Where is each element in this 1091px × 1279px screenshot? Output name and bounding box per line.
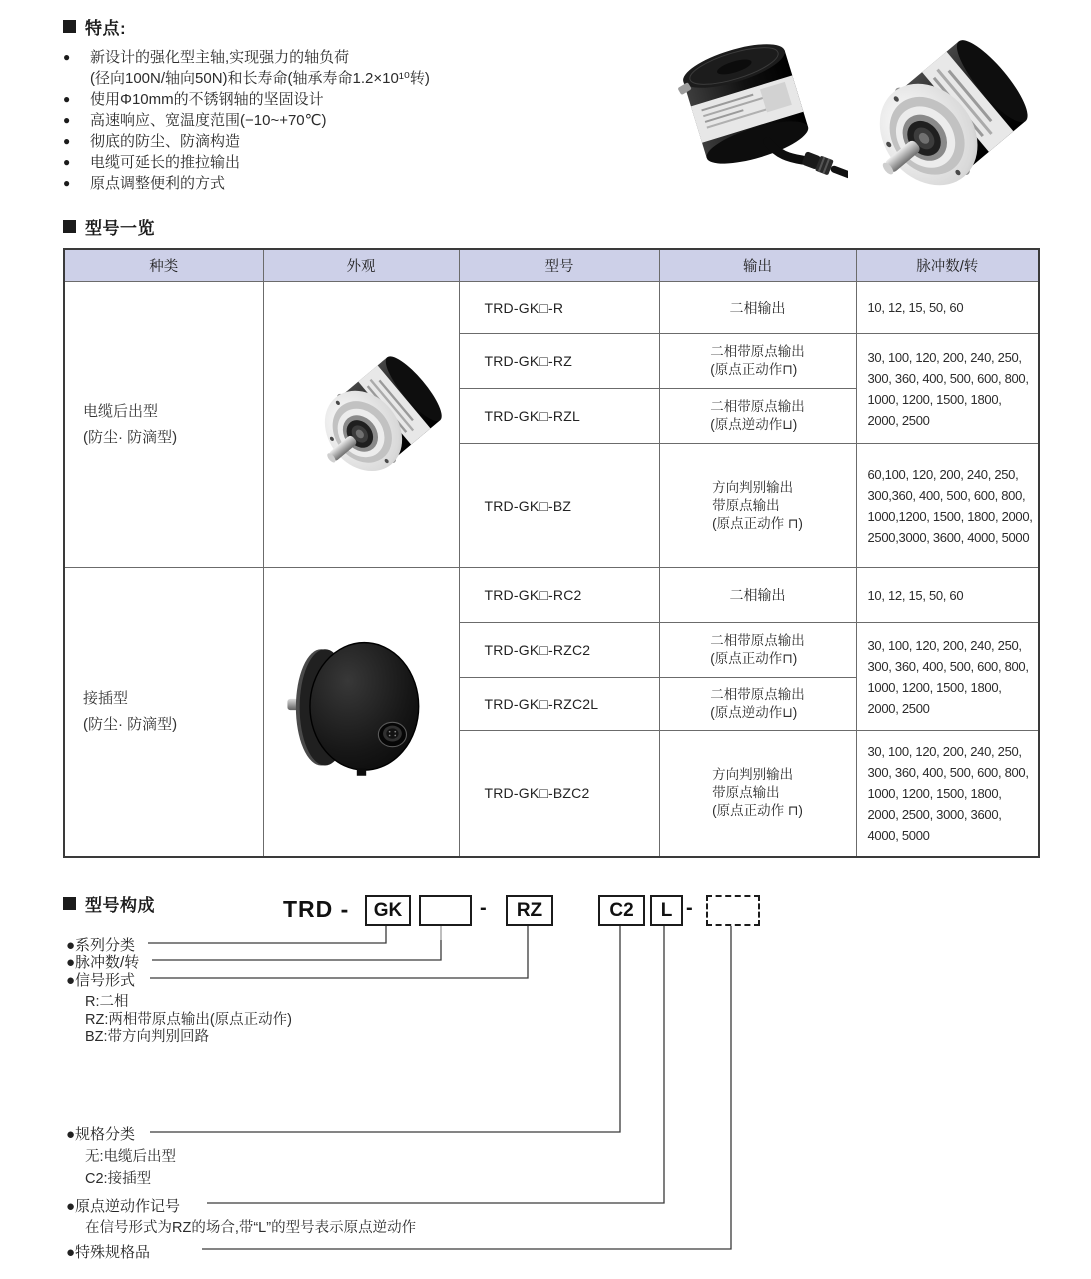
- model-code-box-pulses: [419, 895, 472, 926]
- feature-text: (径向100N/轴向50N)和长寿命(轴承寿命1.2×10¹⁰转): [90, 70, 430, 87]
- legend-spec-sub: 无:电缆后出型: [85, 1149, 177, 1165]
- model-code-box-reverse: L: [650, 895, 683, 926]
- features-title: 特点:: [85, 19, 127, 38]
- model-code-box-spec: C2: [598, 895, 645, 926]
- output-line: (原点逆动作⊔): [710, 705, 798, 720]
- legend-reverse: ●原点逆动作记号: [66, 1198, 181, 1215]
- col-header-model: 型号: [459, 249, 659, 282]
- model-list-title: 型号一览: [85, 219, 155, 238]
- legend-special: ●特殊规格品: [66, 1244, 151, 1261]
- model-code-box-series: GK: [365, 895, 411, 926]
- model-code-prefix: TRD -: [283, 896, 350, 922]
- model-cell: TRD-GK□-RZC2L: [459, 678, 659, 731]
- model-code-dash: -: [686, 897, 693, 919]
- feature-text: 原点调整便利的方式: [90, 175, 226, 192]
- kind-line: 接插型: [83, 689, 129, 707]
- model-code-box-special: [706, 895, 760, 926]
- col-header-kind: 种类: [64, 249, 263, 282]
- output-line: 方向判别输出: [712, 767, 794, 783]
- legend-series: ●系列分类: [66, 937, 136, 954]
- pulse-cell: 10, 12, 15, 50, 60: [856, 568, 1039, 623]
- legend-reverse-sub: 在信号形式为RZ的场合,带“L”的型号表示原点逆动作: [85, 1220, 417, 1236]
- output-line: 方向判别输出: [712, 479, 794, 495]
- feature-text: 新设计的强化型主轴,实现强力的轴负荷: [90, 49, 350, 66]
- feature-text: 彻底的防尘、防滴构造: [90, 133, 241, 150]
- model-code-box-signal: RZ: [506, 895, 553, 926]
- feature-text: 使用Φ10mm的不锈钢轴的坚固设计: [90, 91, 324, 108]
- model-cell: TRD-GK□-RZL: [459, 389, 659, 444]
- pulse-cell: 30, 100, 120, 200, 240, 250, 300, 360, 400, 500, 600, 800, 1000, 1200, 1500, 1800, 2000, 2500: [856, 623, 1039, 731]
- legend-spec: ●规格分类: [66, 1126, 136, 1143]
- col-header-pulses: 脉冲数/转: [856, 249, 1039, 282]
- output-line: 带原点输出: [712, 785, 780, 801]
- legend-pulses: ●脉冲数/转: [66, 954, 140, 971]
- model-cell: TRD-GK□-BZC2: [459, 731, 659, 857]
- output-line: (原点逆动作⊔): [710, 417, 798, 432]
- model-cell: TRD-GK□-R: [459, 282, 659, 334]
- output-line: 二相带原点输出: [710, 633, 805, 648]
- model-cell: TRD-GK□-RC2: [459, 568, 659, 623]
- output-line: (原点正动作⊓): [710, 362, 798, 377]
- model-code-title: 型号构成: [85, 896, 155, 915]
- output-line: (原点正动作⊓): [710, 651, 798, 666]
- model-code-dash: -: [480, 897, 487, 919]
- kind-line: (防尘· 防滴型): [83, 715, 178, 733]
- feature-text: 高速响应、宽温度范围(−10~+70℃): [90, 112, 327, 129]
- legend-signal-sub: R:二相: [85, 994, 129, 1010]
- kind-line: (防尘· 防滴型): [83, 428, 178, 446]
- model-cell: TRD-GK□-RZC2: [459, 623, 659, 678]
- pulse-cell: 10, 12, 15, 50, 60: [856, 282, 1039, 334]
- col-header-look: 外观: [263, 249, 459, 282]
- legend-signal: ●信号形式: [66, 972, 136, 989]
- legend-spec-sub: C2:接插型: [85, 1171, 152, 1187]
- output-cell: 二相输出: [659, 568, 856, 623]
- kind-line: 电缆后出型: [83, 402, 159, 420]
- model-cell: TRD-GK□-BZ: [459, 444, 659, 568]
- output-cell: 二相输出: [659, 282, 856, 334]
- legend-signal-sub: RZ:两相带原点输出(原点正动作): [85, 1012, 293, 1028]
- legend-signal-sub: BZ:带方向判别回路: [85, 1029, 210, 1045]
- feature-text: 电缆可延长的推拉输出: [90, 154, 241, 171]
- pulse-cell: 30, 100, 120, 200, 240, 250, 300, 360, 400, 500, 600, 800, 1000, 1200, 1500, 1800, 2000, 2500, 3000, 3600, 4000, 5000: [856, 731, 1039, 857]
- output-line: 带原点输出: [712, 497, 780, 513]
- output-line: 二相带原点输出: [710, 344, 805, 359]
- col-header-output: 输出: [659, 249, 856, 282]
- model-cell: TRD-GK□-RZ: [459, 334, 659, 389]
- pulse-cell: 30, 100, 120, 200, 240, 250, 300, 360, 400, 500, 600, 800, 1000, 1200, 1500, 1800, 2000, 2500: [856, 334, 1039, 444]
- output-line: (原点正动作 ⊓): [712, 515, 803, 531]
- output-line: (原点正动作 ⊓): [712, 803, 803, 819]
- output-line: 二相带原点输出: [710, 399, 805, 414]
- pulse-cell: 60,100, 120, 200, 240, 250, 300,360, 400, 500, 600, 800, 1000,1200, 1500, 1800, 2000, 2500,3000, 3600, 4000, 5000: [856, 444, 1039, 568]
- output-line: 二相带原点输出: [710, 687, 805, 702]
